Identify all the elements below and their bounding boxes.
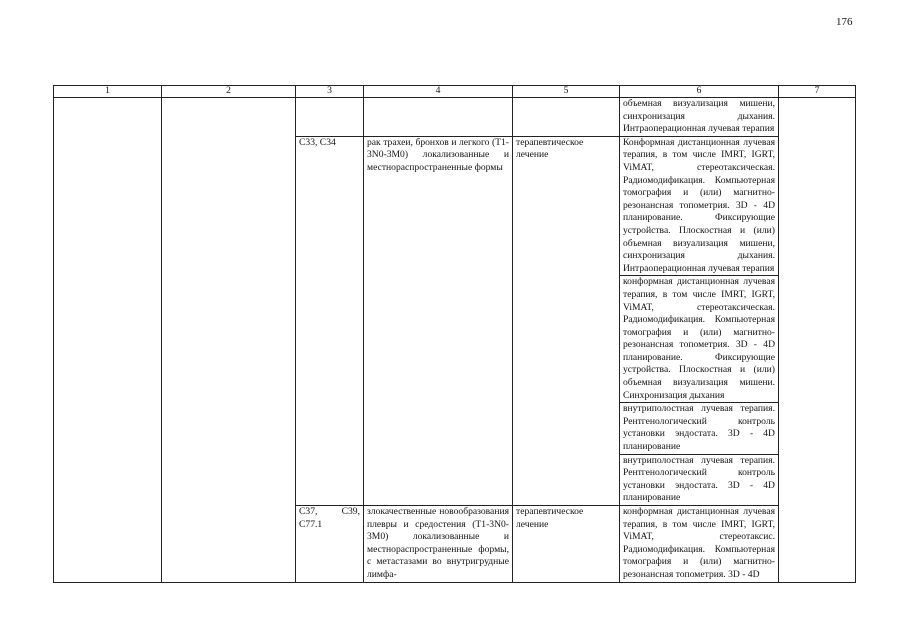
table-row	[54, 98, 856, 137]
cell-treatment-type: терапевтическое лечение	[513, 506, 620, 583]
table-header-row	[54, 86, 856, 98]
cell-disease: злокачественные новообразования плевры и средостения (Т1-3N0-3M0) локализованные и местнораспространенные формы, с метастазами во внутригрудные лимфа-	[364, 506, 513, 583]
cell-disease	[364, 98, 513, 137]
header-col-7: 7	[779, 86, 856, 98]
cell-icd-codes	[296, 98, 364, 137]
cell-method: внутриполостная лучевая терапия. Рентгенологический контроль установки эндостата. 3D - 4D планирование	[620, 454, 779, 505]
header-col-4: 4	[364, 86, 513, 98]
header-col-1: 1	[54, 86, 162, 98]
cell-method: конформная дистанционная лучевая терапия, в том числе IMRT, IGRT, ViMAT, стереотаксис. Радиомодификация. Компьютерная томография и (или) магнитно-резонансная топометрия. 3D - 4D	[620, 506, 779, 583]
cell-icd-codes: С33, С34	[296, 136, 364, 505]
cell-disease: рак трахеи, бронхов и легкого (Т1-3N0-3M0) локализованные и местнораспространенные формы	[364, 136, 513, 505]
header-col-5: 5	[513, 86, 620, 98]
cell-col-1	[54, 98, 162, 583]
cell-method: конформная дистанционная лучевая терапия, в том числе IMRT, IGRT, ViMAT, стереотаксическая. Радиомодификация. Компьютерная томография и (или) магнитно-резонансная топометрия. 3D - 4D планирование. Фиксирующие устройства. Плоскостная и (или) объемная визуализация мишени. Синхронизация дыхания	[620, 276, 779, 403]
header-col-3: 3	[296, 86, 364, 98]
cell-treatment-type: терапевтическое лечение	[513, 136, 620, 505]
cell-method: Конформная дистанционная лучевая терапия, в том числе IMRT, IGRT, ViMAT, стереотаксическая. Радиомодификация. Компьютерная томография и (или) магнитно-резонансная топометрия. 3D - 4D планирование. Фиксирующие устройства. Плоскостная и (или) объемная визуализация мишени, синхронизация дыхания. Интраоперационная лучевая терапия	[620, 136, 779, 276]
page-number: 176	[836, 16, 853, 28]
cell-col-2	[162, 98, 296, 583]
cell-method: объемная визуализация мишени, синхронизация дыхания. Интраоперационная лучевая терапия	[620, 98, 779, 137]
cell-method: внутриполостная лучевая терапия. Рентгенологический контроль установки эндостата. 3D - 4D планирование	[620, 403, 779, 454]
cell-col-7	[779, 98, 856, 583]
treatment-table	[53, 85, 856, 583]
cell-treatment-type	[513, 98, 620, 137]
header-col-6: 6	[620, 86, 779, 98]
cell-icd-codes: С37, С39, С77.1	[296, 506, 364, 583]
header-col-2: 2	[162, 86, 296, 98]
